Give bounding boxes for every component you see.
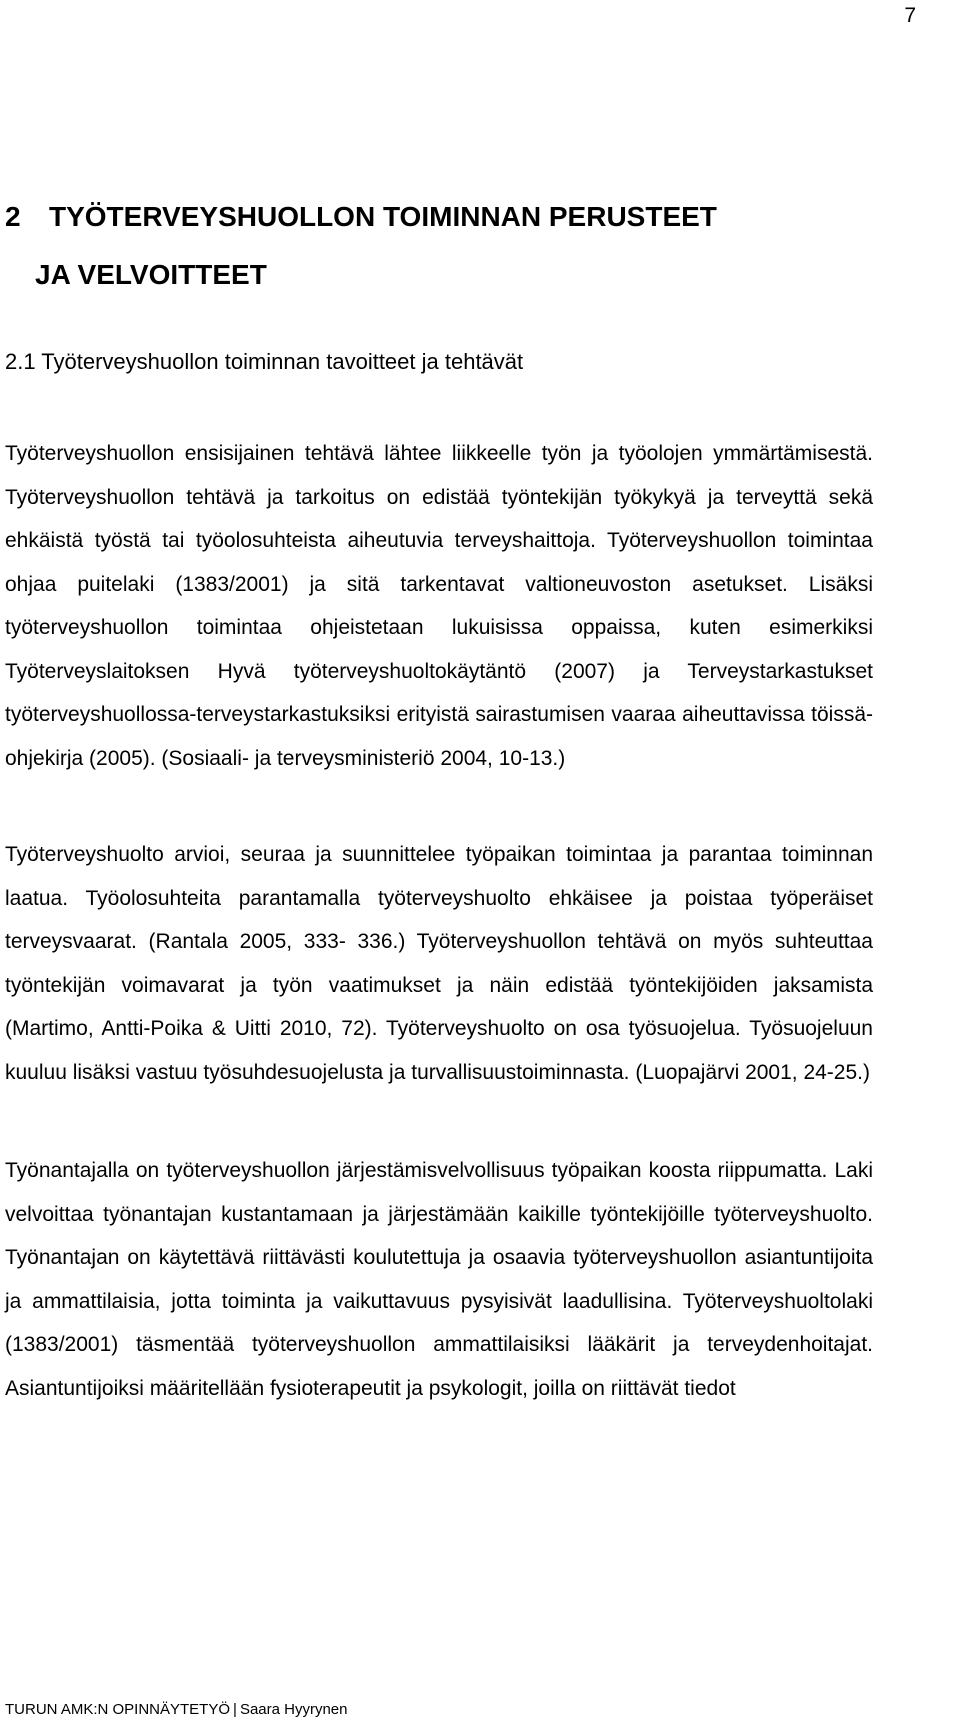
- page-number: 7: [904, 4, 916, 27]
- chapter-number: 2: [5, 201, 21, 232]
- body-paragraph-3: Työnantajalla on työterveyshuollon järjestämisvelvollisuus työpaikan koosta riippumatta. Laki velvoittaa työnantajan kustantamaan ja järjestämään kaikille työntekijöille työterveyshuolto. Työnantajan on käytettävä riittävästi koulutettuja ja osaavia työterveyshuollon asiantuntijoita ja ammattilaisia, jotta toiminta ja vaikuttavuus pysyisivät laadullisina. Työterveyshuoltolaki (1383/2001) täsmentää työterveyshuollon ammattilaisiksi lääkärit ja terveydenhoitajat. Asiantuntijoiksi määritellään fysioterapeutit ja psykologit, joilla on riittävät tiedot: [5, 1159, 873, 1400]
- footer-institution: TURUN AMK:N OPINNÄYTETYÖ: [5, 1701, 231, 1718]
- chapter-title-line-1: TYÖTERVEYSHUOLLON TOIMINNAN PERUSTEET: [49, 201, 717, 232]
- chapter-heading: [5, 188, 905, 304]
- footer-author: Saara Hyyrynen: [239, 1701, 348, 1718]
- section-heading: 2.1 Työterveyshuollon toiminnan tavoitteet ja tehtävät: [5, 349, 524, 374]
- body-paragraph-1: Työterveyshuollon ensisijainen tehtävä lähtee liikkeelle työn ja työolojen ymmärtämisestä. Työterveyshuollon tehtävä ja tarkoitus on edistää työntekijän työkykyä ja terveyttä sekä ehkäistä työstä tai työolosuhteista aiheutuvia terveyshaittoja. Työterveyshuollon toimintaa ohjaa puitelaki (1383/2001) ja sitä tarkentavat valtioneuvoston asetukset. Lisäksi työterveyshuollon toimintaa ohjeistetaan lukuisissa oppaissa, kuten esimerkiksi Työterveyslaitoksen Hyvä työterveyshuoltokäytäntö (2007) ja Terveystarkastukset työterveyshuollossa-terveystarkastuksiksi erityistä sairastumisen vaaraa aiheuttavissa töissä-ohjekirja (2005). (Sosiaali- ja terveysministeriö 2004, 10-13.): [5, 442, 873, 770]
- page-footer: [5, 1700, 348, 1720]
- footer-separator: |: [233, 1701, 237, 1718]
- body-paragraph-2: Työterveyshuolto arvioi, seuraa ja suunnittelee työpaikan toimintaa ja parantaa toiminnan laatua. Työolosuhteita parantamalla työterveyshuolto ehkäisee ja poistaa työperäiset terveysvaarat. (Rantala 2005, 333- 336.) Työterveyshuollon tehtävä on myös suhteuttaa työntekijän voimavarat ja työn vaatimukset ja näin edistää työntekijöiden jaksamista (Martimo, Antti-Poika & Uitti 2010, 72). Työterveyshuolto on osa työsuojelua. Työsuojeluun kuuluu lisäksi vastuu työsuhdesuojelusta ja turvallisuustoiminnasta. (Luopajärvi 2001, 24-25.): [5, 843, 873, 1084]
- chapter-title-line-2: JA VELVOITTEET: [35, 259, 267, 290]
